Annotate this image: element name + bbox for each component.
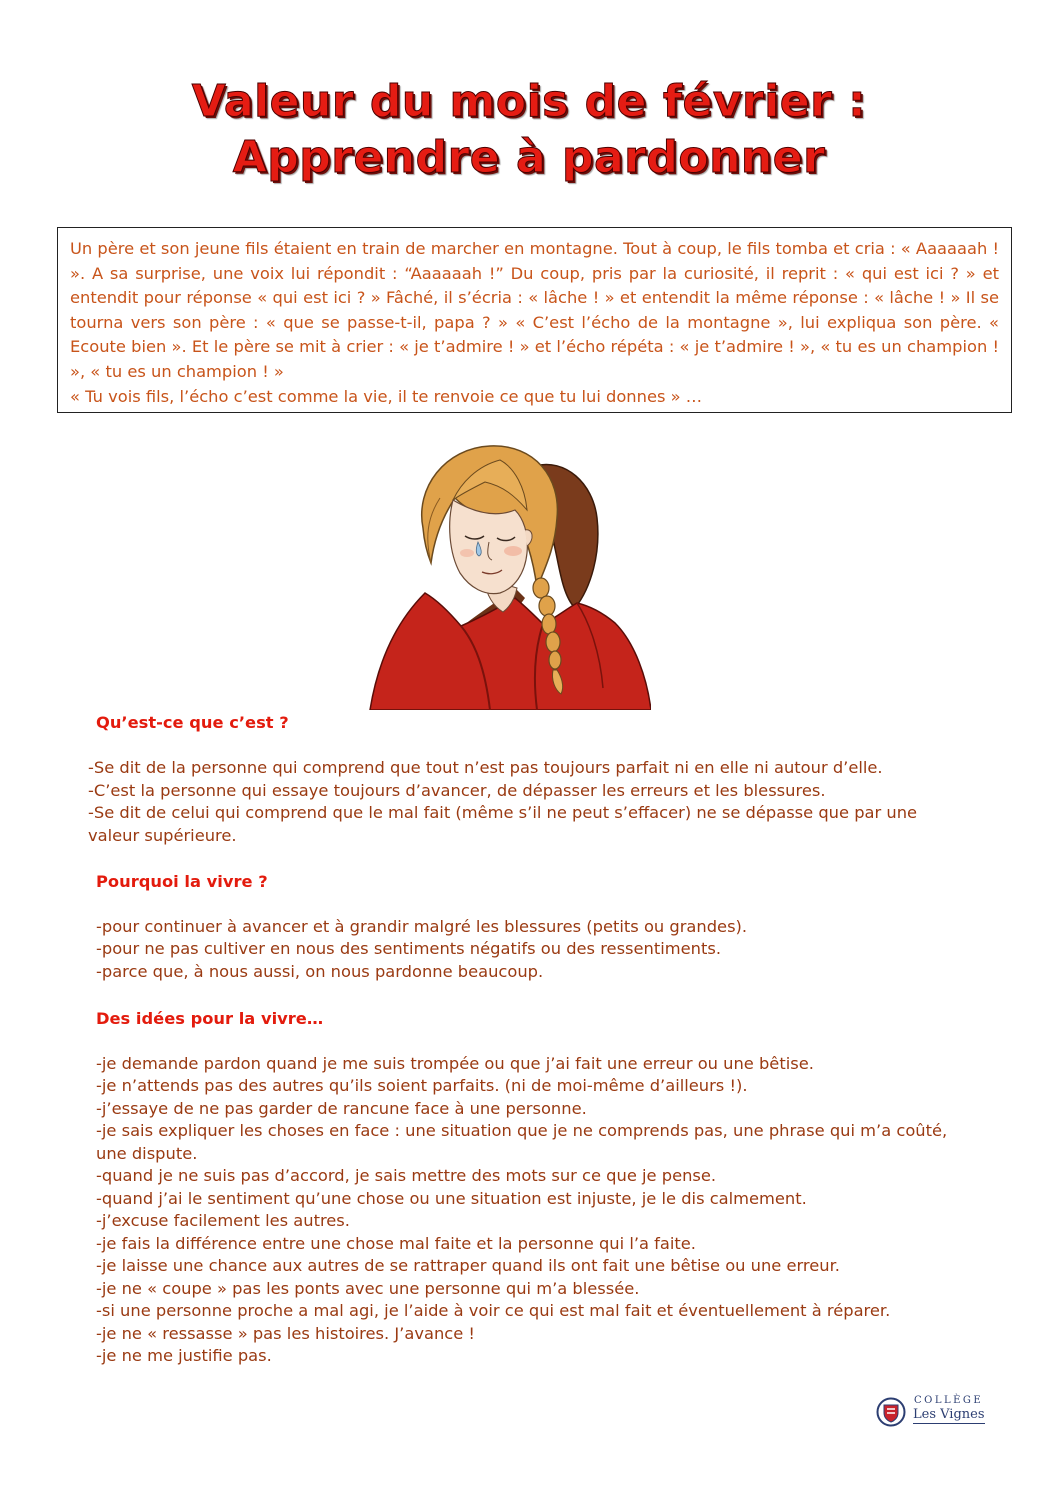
title-line-2: Apprendre à pardonner — [232, 132, 826, 183]
story-closing: « Tu vois fils, l’écho c’est comme la vie, il te renvoie ce que tu lui donnes » … — [70, 386, 703, 406]
logo-text-top: COLLÈGE — [914, 1395, 984, 1406]
list-item: -Se dit de celui qui comprend que le mal fait (même s’il ne peut s’effacer) ne se dépasse que par une valeur supérieure. — [88, 803, 918, 845]
list-item: -quand j’ai le sentiment qu’une chose ou une situation est injuste, je le dis calmement. — [96, 1188, 807, 1208]
list-item: -je ne « ressasse » pas les histoires. J’avance ! — [96, 1323, 475, 1343]
section-heading: Qu’est-ce que c’est ? — [96, 713, 289, 732]
section-what-is-it-body — [88, 757, 968, 847]
logo-text-bottom: Les Vignes — [913, 1407, 985, 1422]
section-heading: Pourquoi la vivre ? — [96, 872, 268, 891]
list-item: -je sais expliquer les choses en face : une situation que je ne comprends pas, une phrase qui m’a coûté, une dispute. — [96, 1121, 948, 1163]
list-item: -je n’attends pas des autres qu’ils soient parfaits. (ni de moi-même d’ailleurs !). — [96, 1076, 748, 1095]
page-title — [0, 74, 1058, 186]
list-item: -je ne « coupe » pas les ponts avec une personne qui m’a blessée. — [96, 1278, 640, 1298]
section-why-live-it — [96, 871, 976, 983]
section-heading: Des idées pour la vivre… — [96, 1009, 324, 1028]
list-item: -C’est la personne qui essaye toujours d’avancer, de dépasser les erreurs et les blessures. — [88, 780, 826, 800]
list-item: -je ne me justifie pas. — [96, 1346, 272, 1365]
list-item: -j’excuse facilement les autres. — [96, 1211, 350, 1230]
list-item: -quand je ne suis pas d’accord, je sais mettre des mots sur ce que je pense. — [96, 1166, 717, 1185]
section-what-is-it — [96, 712, 976, 735]
list-item: -si une personne proche a mal agi, je l’aide à voir ce qui est mal fait et éventuellement à réparer. — [96, 1301, 891, 1320]
list-item: -je laisse une chance aux autres de se rattraper quand ils ont fait une bêtise ou une erreur. — [96, 1256, 840, 1275]
list-item: -pour ne pas cultiver en nous des sentiments négatifs ou des ressentiments. — [96, 939, 722, 958]
list-item: -j’essaye de ne pas garder de rancune face à une personne. — [96, 1098, 587, 1118]
story-box — [57, 227, 1012, 413]
college-logo — [876, 1395, 986, 1429]
list-item: -pour continuer à avancer et à grandir malgré les blessures (petits ou grandes). — [96, 916, 748, 936]
list-item: -je demande pardon quand je me suis trompée ou que j’ai fait une erreur ou une bêtise. — [96, 1053, 814, 1073]
story-paragraph: Un père et son jeune fils étaient en train de marcher en montagne. Tout à coup, le fils tomba et cria : « Aaaaaah ! ». A sa surprise, une voix lui répondit : “Aaaaaah !” Du coup, pris par la curiosité, il reprit : « qui est ici ? » et entendit pour réponse « qui est ici ? » Fâché, il s’écria : « lâche ! » et entendit la même réponse : « lâche ! » Il se tourna vers son père : « que se passe-t-il, papa ? » « C’est l’écho de la montagne », lui expliqua son père. « Ecoute bien ». Et le père se mit à crier : « je t’admire ! » et l’écho répéta : « je t’admire ! », « tu es un champion ! », « tu es un champion ! » — [70, 239, 999, 381]
list-item: -Se dit de la personne qui comprend que tout n’est pas toujours parfait ni en elle ni autour d’elle. — [88, 758, 883, 777]
section-ideas — [96, 1008, 976, 1368]
shield-logo-icon — [876, 1397, 906, 1427]
hugging-girls-illustration — [365, 438, 651, 710]
list-item: -parce que, à nous aussi, on nous pardonne beaucoup. — [96, 961, 544, 981]
list-item: -je fais la différence entre une chose mal faite et la personne qui l’a faite. — [96, 1233, 696, 1253]
title-line-1: Valeur du mois de février : — [191, 76, 867, 127]
